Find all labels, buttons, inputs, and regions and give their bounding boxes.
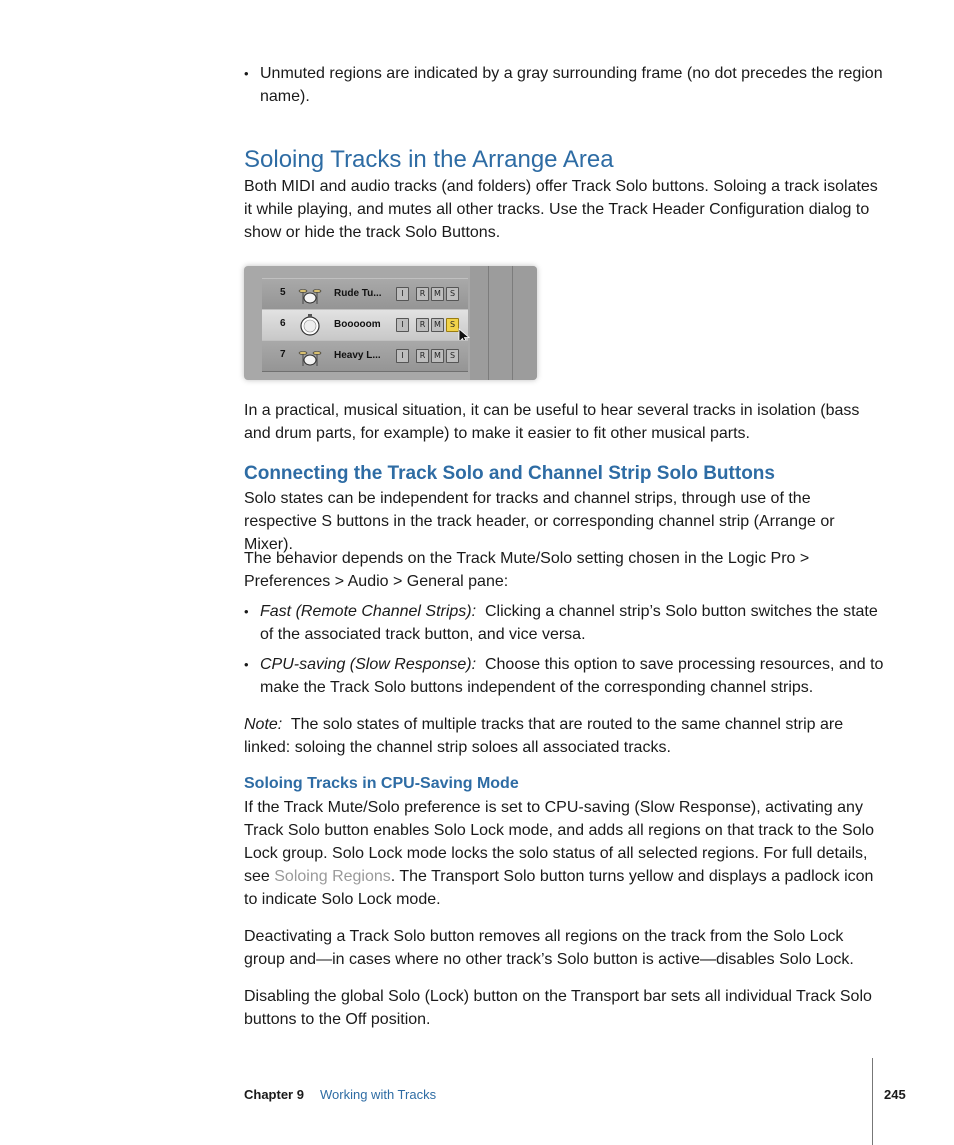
paragraph-text: . The Transport Solo button turns yellow and displays a padlock icon to indicate Solo Lock mode. [244, 868, 874, 908]
input-monitor-button[interactable]: I [396, 349, 409, 363]
deactivating-paragraph: Deactivating a Track Solo button removes all regions on the track from the Solo Lock group and—in cases where no other track’s Solo button is active—disables Solo Lock. [244, 928, 854, 968]
subsubsection-title: Soloing Tracks in CPU-Saving Mode [244, 775, 519, 792]
input-monitor-button[interactable]: I [396, 287, 409, 301]
track-row-5[interactable] [262, 278, 468, 310]
footer-chapter-title[interactable]: Working with Tracks [320, 1087, 437, 1102]
footer-chapter: Chapter 9 [244, 1087, 304, 1102]
track-row-7[interactable] [262, 340, 468, 372]
section-body: Both MIDI and audio tracks (and folders) offer Track Solo buttons. Soloing a track isolates it while playing, and mutes all other tracks. Use the Track Header Configuration dialog to show or hide the track Solo Buttons. [244, 178, 878, 241]
track-header-figure [244, 266, 537, 380]
track-number: 5 [280, 287, 286, 298]
solo-button[interactable]: S [446, 349, 459, 363]
track-name: Heavy L... [334, 350, 381, 361]
note-text: The solo states of multiple tracks that are routed to the same channel strip are linked: soloing the channel strip soloes all associated tracks. [244, 716, 844, 756]
option-term: CPU-saving (Slow Response): [260, 656, 477, 673]
section-title: Soloing Tracks in the Arrange Area [244, 146, 614, 173]
footer-divider [872, 1058, 873, 1145]
grid-line [512, 266, 513, 380]
mute-button[interactable]: M [431, 318, 444, 332]
mute-button[interactable]: M [431, 287, 444, 301]
input-monitor-button[interactable]: I [396, 318, 409, 332]
subsection-title: Connecting the Track Solo and Channel Strip Solo Buttons [244, 463, 775, 484]
arrange-area [470, 266, 537, 380]
note-label: Note: [244, 716, 283, 733]
track-name: Booooom [334, 319, 381, 330]
page-number: 245 [884, 1087, 906, 1102]
cpu-saving-paragraph [244, 796, 884, 911]
intro-bullet: • Unmuted regions are indicated by a gray surrounding frame (no dot precedes the region name). [244, 62, 884, 108]
drum-kit-icon [298, 344, 322, 368]
after-figure-paragraph: In a practical, musical situation, it can be useful to hear several tracks in isolation (bass and drum parts, for example) to make it easier to fit other musical parts. [244, 402, 860, 442]
record-button[interactable]: R [416, 349, 429, 363]
note-paragraph [244, 713, 884, 759]
subsection-body-1: Solo states can be independent for tracks and channel strips, through use of the respective S buttons in the track header, or corresponding channel strip (Arrange or Mixer). [244, 490, 835, 553]
disabling-paragraph: Disabling the global Solo (Lock) button on the Transport bar sets all individual Track Solo buttons to the Off position. [244, 988, 872, 1028]
option-text: Clicking a channel strip’s Solo button switches the state of the associated track button, and vice versa. [260, 603, 878, 643]
option-bullet-cpu [244, 653, 884, 699]
record-button[interactable]: R [416, 318, 429, 332]
grid-line [488, 266, 489, 380]
record-button[interactable]: R [416, 287, 429, 301]
bass-drum-icon [298, 313, 322, 337]
option-bullet-fast [244, 600, 884, 646]
track-number: 6 [280, 318, 286, 329]
soloing-regions-link[interactable]: Soloing Regions [274, 868, 391, 885]
subsection-body-2: The behavior depends on the Track Mute/Solo setting chosen in the Logic Pro > Preferences > Audio > General pane: [244, 550, 810, 590]
solo-button-active[interactable]: S [446, 318, 459, 332]
paragraph-text: If the Track Mute/Solo preference is set to CPU-saving (Slow Response), activating any Track Solo button enables Solo Lock mode, and adds all regions on that track to the Solo Lock group. Solo Lock mode locks the solo status of all selected regions. For full details, see [244, 799, 875, 885]
option-term: Fast (Remote Channel Strips): [260, 603, 477, 620]
track-number: 7 [280, 349, 286, 360]
solo-button[interactable]: S [446, 287, 459, 301]
drum-kit-icon [298, 282, 322, 306]
option-text: Choose this option to save processing resources, and to make the Track Solo buttons independent of the corresponding channel strips. [260, 656, 884, 696]
mute-button[interactable]: M [431, 349, 444, 363]
track-name: Rude Tu... [334, 288, 382, 299]
track-row-6[interactable] [262, 309, 468, 341]
